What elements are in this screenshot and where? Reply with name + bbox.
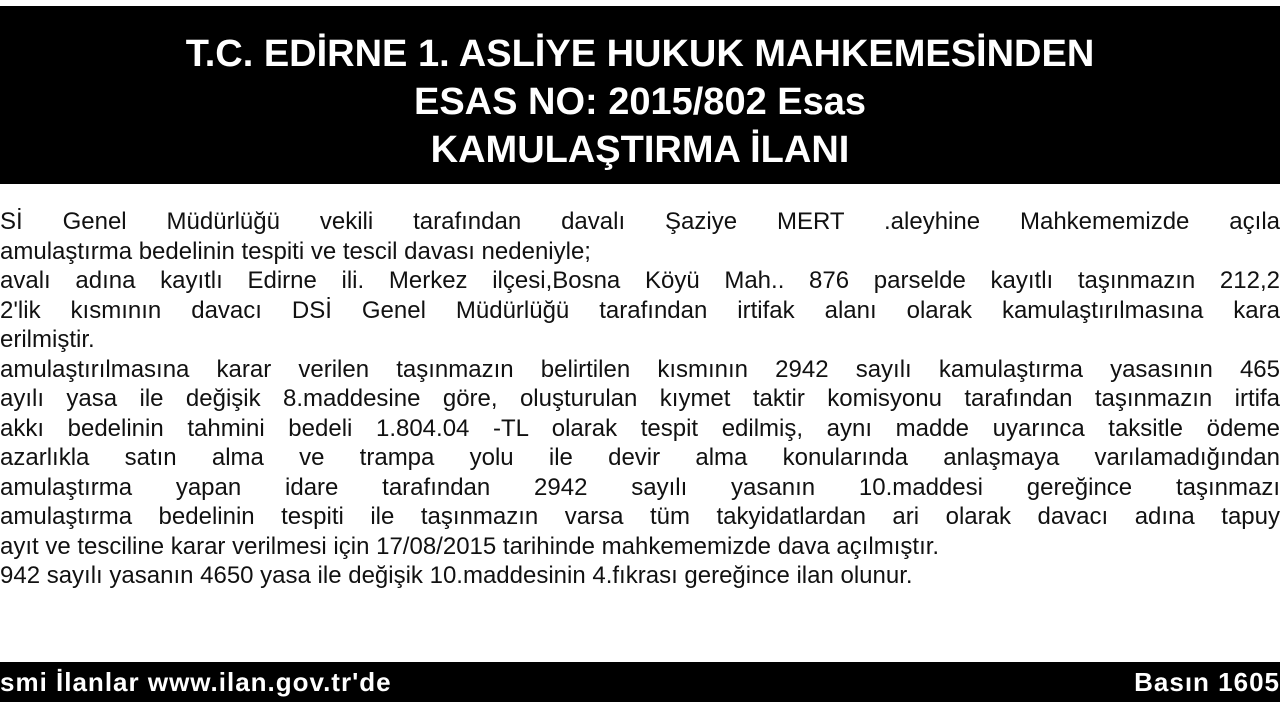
body-line: amulaştırma bedelinin tespiti ile taşınmazın varsa tüm takyidatlardan ari olarak davacı adına tapuy [0, 503, 1280, 530]
notice-type: KAMULAŞTIRMA İLANI [430, 129, 850, 171]
body-line: 2'lik kısmının davacı DSİ Genel Müdürlüğü tarafından irtifak alanı olarak kamulaştırılmasına kara [0, 296, 1280, 324]
notice-footer [0, 662, 1280, 702]
body-line: azarlıkla satın alma ve trampa yolu ile devir alma konularında anlaşmaya varılamadığından [0, 444, 1280, 471]
body-line: 942 sayılı yasanın 4650 yasa ile değişik 10.maddesinin 4.fıkrası gereğince ilan olunur. [0, 562, 913, 589]
notice-body [0, 207, 1280, 591]
footer-source: smi İlanlar www.ilan.gov.tr'de [0, 667, 392, 697]
body-line: erilmiştir. [0, 326, 95, 353]
body-line: akkı bedelinin tahmini bedeli 1.804.04 -TL olarak tespit edilmiş, aynı madde uyarınca taksitle ödeme [0, 414, 1280, 442]
body-line: ayıt ve tesciline karar verilmesi için 17/08/2015 tarihinde mahkememizde dava açılmıştır. [0, 532, 940, 560]
body-line: Sİ Genel Müdürlüğü vekili tarafından davalı Şaziye MERT .aleyhine Mahkememizde açıla [0, 208, 1280, 235]
court-title: T.C. EDİRNE 1. ASLİYE HUKUK MAHKEMESİNDEN [185, 33, 1095, 75]
case-number: ESAS NO: 2015/802 Esas [413, 81, 867, 123]
body-line: avalı adına kayıtlı Edirne ili. Merkez ilçesi,Bosna Köyü Mah.. 876 parselde kayıtlı taşınmazın 212,2 [0, 267, 1280, 294]
footer-press-code: Basın 1605 [1134, 667, 1280, 697]
body-line: amulaştırılmasına karar verilen taşınmazın belirtilen kısmının 2942 sayılı kamulaştırma yasasının 465 [0, 355, 1280, 383]
notice-header [0, 6, 1280, 184]
body-line: amulaştırma bedelinin tespiti ve tescil davası nedeniyle; [0, 237, 591, 265]
body-line: amulaştırma yapan idare tarafından 2942 sayılı yasanın 10.maddesi gereğince taşınmazı [0, 473, 1280, 501]
body-line: ayılı yasa ile değişik 8.maddesine göre, oluşturulan kıymet taktir komisyonu tarafından taşınmazın irtifa [0, 385, 1280, 412]
